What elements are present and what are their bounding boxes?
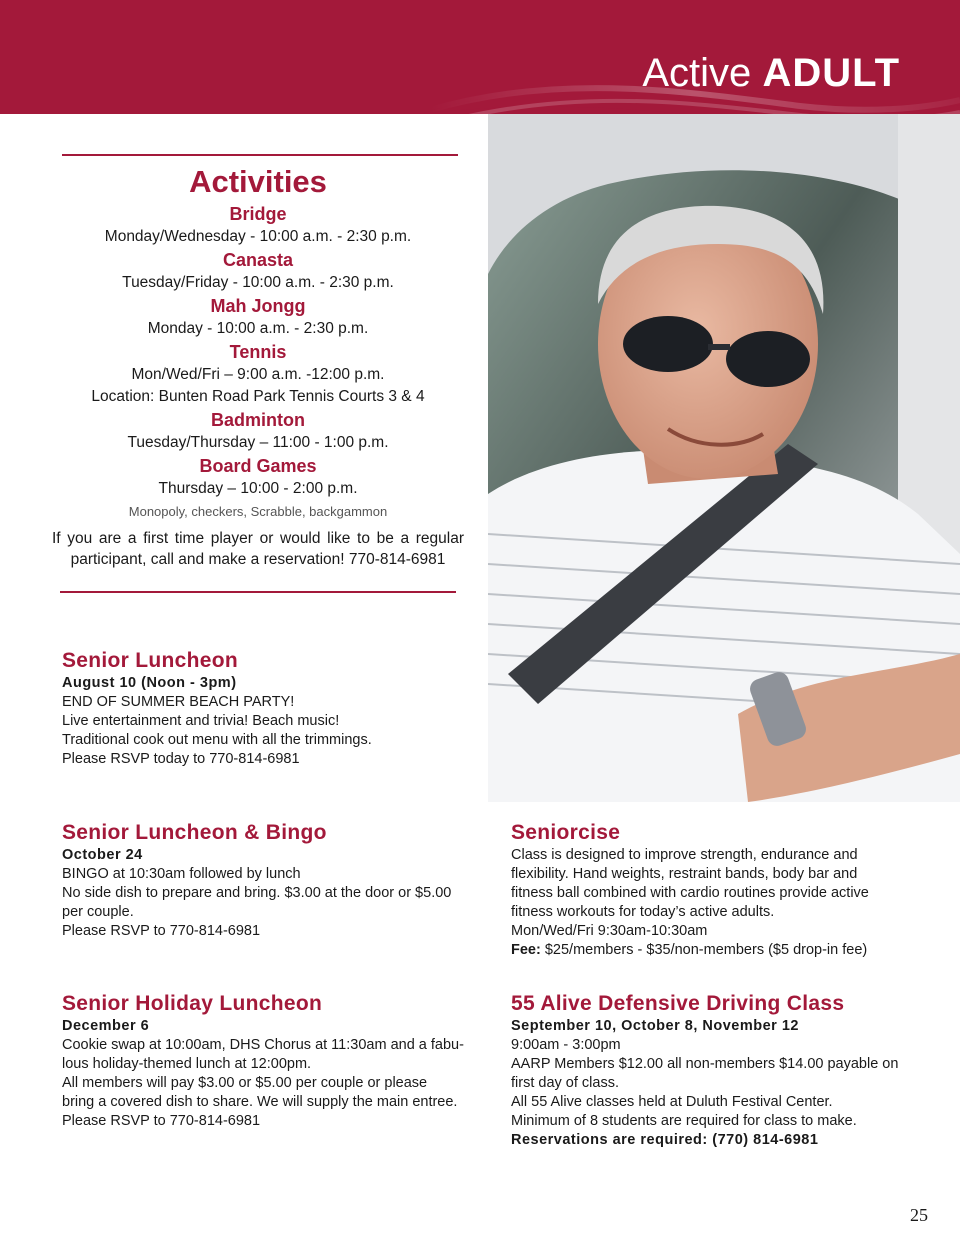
section-line: Mon/Wed/Fri 9:30am-10:30am	[511, 923, 708, 939]
luncheon-bingo-section	[62, 820, 482, 941]
fee-line	[511, 941, 931, 960]
activity-name: Tennis	[229, 342, 287, 362]
fee-label: Fee:	[511, 942, 541, 958]
senior-driver-photo	[488, 114, 960, 802]
page-header-title	[642, 50, 900, 96]
activity-schedule: Thursday – 10:00 - 2:00 p.m.	[158, 480, 358, 497]
fee-text: $25/members - $35/non-members ($5 drop-in fee)	[540, 942, 868, 958]
section-date: August 10 (Noon - 3pm)	[62, 675, 237, 691]
page-number: 25	[910, 1205, 928, 1225]
section-heading: 55 Alive Defensive Driving Class	[511, 992, 845, 1015]
section-heading: Senior Luncheon & Bingo	[62, 821, 327, 844]
activity-name: Board Games	[199, 456, 317, 476]
activity-schedule: Mon/Wed/Fri – 9:00 a.m. -12:00 p.m.	[131, 366, 385, 383]
section-line: All 55 Alive classes held at Duluth Festival Center.	[511, 1094, 833, 1110]
section-line: Cookie swap at 10:00am, DHS Chorus at 11:30am and a fabu-	[62, 1037, 464, 1053]
section-line: lous holiday-themed lunch at 12:00pm.	[62, 1056, 312, 1072]
section-line: Live entertainment and trivia! Beach music!	[62, 713, 340, 729]
photo-illustration	[488, 114, 960, 802]
section-heading: Seniorcise	[511, 821, 621, 844]
section-line: No side dish to prepare and bring. $3.00 at the door or $5.00	[62, 885, 452, 901]
section-line: Minimum of 8 students are required for class to make.	[511, 1113, 857, 1129]
section-dates: September 10, October 8, November 12	[511, 1018, 799, 1034]
section-line: Please RSVP to 770-814-6981	[62, 923, 261, 939]
section-line: AARP Members $12.00 all non-members $14.00 payable on	[511, 1056, 899, 1072]
activities-title: Activities	[189, 164, 327, 199]
activity-schedule: Tuesday/Thursday – 11:00 - 1:00 p.m.	[127, 434, 389, 451]
section-line: per couple.	[62, 904, 134, 920]
section-heading: Senior Luncheon	[62, 649, 239, 672]
section-line: BINGO at 10:30am followed by lunch	[62, 866, 301, 882]
section-date: December 6	[62, 1018, 150, 1034]
section-line: END OF SUMMER BEACH PARTY!	[62, 694, 295, 710]
activity-note: Monopoly, checkers, Scrabble, backgammon	[128, 504, 388, 519]
activities-top-rule	[62, 154, 458, 156]
activity-location: Location: Bunten Road Park Tennis Courts 3 & 4	[91, 388, 425, 405]
section-line: first day of class.	[511, 1075, 619, 1091]
defensive-driving-section	[511, 991, 931, 1150]
activity-name: Bridge	[229, 204, 287, 224]
activity-name: Canasta	[222, 250, 294, 270]
section-date: October 24	[62, 847, 143, 863]
section-line: All members will pay $3.00 or $5.00 per couple or please	[62, 1075, 428, 1091]
section-line: Traditional cook out menu with all the trimmings.	[62, 732, 372, 748]
activity-name: Badminton	[211, 410, 305, 430]
section-line: fitness workouts for today’s active adults.	[511, 904, 775, 920]
senior-luncheon-section	[62, 648, 472, 769]
activities-section	[52, 160, 464, 570]
header-title-bold: ADULT	[762, 51, 900, 95]
section-line: fitness ball combined with cardio routines provide active	[511, 885, 869, 901]
section-heading: Senior Holiday Luncheon	[62, 992, 323, 1015]
header-title-light: Active	[642, 51, 752, 95]
activity-name: Mah Jongg	[210, 296, 306, 316]
section-line: 9:00am - 3:00pm	[511, 1037, 621, 1053]
holiday-luncheon-section	[62, 991, 482, 1131]
activity-schedule: Tuesday/Friday - 10:00 a.m. - 2:30 p.m.	[122, 274, 394, 291]
section-line: bring a covered dish to share. We will supply the main entree.	[62, 1094, 458, 1110]
section-line: flexibility. Hand weights, restraint bands, body bar and	[511, 866, 858, 882]
activities-bottom-rule	[60, 591, 456, 593]
section-line: Please RSVP today to 770-814-6981	[62, 751, 300, 767]
activities-footer: If you are a first time player or would like to be a regular participant, call and make a reservation! 770-814-6981	[52, 530, 464, 568]
section-line: Please RSVP to 770-814-6981	[62, 1113, 261, 1129]
activity-schedule: Monday - 10:00 a.m. - 2:30 p.m.	[147, 320, 369, 337]
activity-schedule: Monday/Wednesday - 10:00 a.m. - 2:30 p.m.	[104, 228, 412, 245]
reservation-line: Reservations are required: (770) 814-6981	[511, 1132, 819, 1148]
section-line: Class is designed to improve strength, endurance and	[511, 847, 858, 863]
seniorcise-section	[511, 820, 931, 960]
